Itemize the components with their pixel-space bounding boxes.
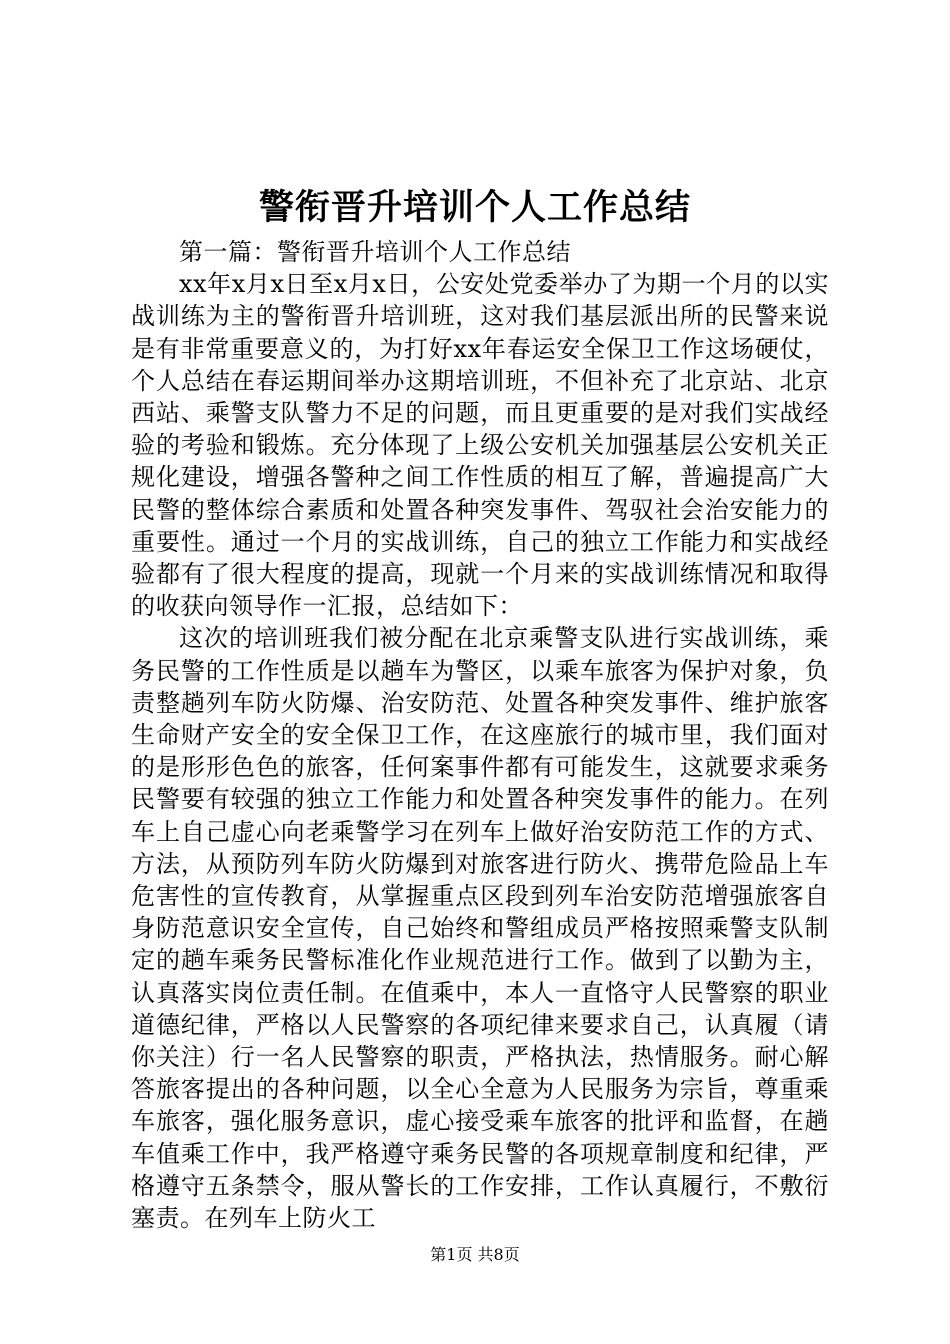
document-body: [131, 236, 829, 1234]
body-paragraph-2: 这次的培训班我们被分配在北京乘警支队进行实战训练，乘务民警的工作性质是以趟车为警区，以乘车旅客为保护对象，负责整趟列车防火防爆、治安防范、处置各种突发事件、维护旅客生命财产安全的安全保卫工作，在这座旅行的城市里，我们面对的是形形色色的旅客，任何案事件都有可能发生，这就要求乘务民警要有较强的独立工作能力和处置各种突发事件的能力。在列车上自己虚心向老乘警学习在列车上做好治安防范工作的方式、方法，从预防列车防火防爆到对旅客进行防火、携带危险品上车危害性的宣传教育，从掌握重点区段到列车治安防范增强旅客自身防范意识安全宣传，自己始终和警组成员严格按照乘警支队制定的趟车乘务民警标准化作业规范进行工作。做到了以勤为主，认真落实岗位责任制。在值乘中，本人一直恪守人民警察的职业道德纪律，严格以人民警察的各项纪律来要求自己，认真履（请你关注）行一名人民警察的职责，严格执法，热情服务。耐心解答旅客提出的各种问题，以全心全意为人民服务为宗旨，尊重乘车旅客，强化服务意识，虚心接受乘车旅客的批评和监督，在趟车值乘工作中，我严格遵守乘务民警的各项规章制度和纪律，严格遵守五条禁令，服从警长的工作安排，工作认真履行，不敷衍塞责。在列车上防火工: [131, 624, 829, 1233]
page-footer: 第1页 共8页: [430, 1245, 520, 1264]
document-title: 警衔晋升培训个人工作总结: [258, 187, 691, 228]
body-paragraph-1: xx年x月x日至x月x日，公安处党委举办了为期一个月的以实战训练为主的警衔晋升培训班，这对我们基层派出所的民警来说是有非常重要意义的，为打好xx年春运安全保卫工作这场硬仗，个人总结在春运期间举办这期培训班，不但补充了北京站、北京西站、乘警支队警力不足的问题，而且更重要的是对我们实战经验的考验和锻炼。充分体现了上级公安机关加强基层公安机关正规化建设，增强各警种之间工作性质的相互了解，普遍提高广大民警的整体综合素质和处置各种突发事件、驾驭社会治安能力的重要性。通过一个月的实战训练，自己的独立工作能力和实战经验都有了很大程度的提高，现就一个月来的实战训练情况和取得的收获向领导作一汇报，总结如下：: [131, 270, 829, 621]
document-subtitle: 第一篇：警衔晋升培训个人工作总结: [179, 238, 571, 266]
